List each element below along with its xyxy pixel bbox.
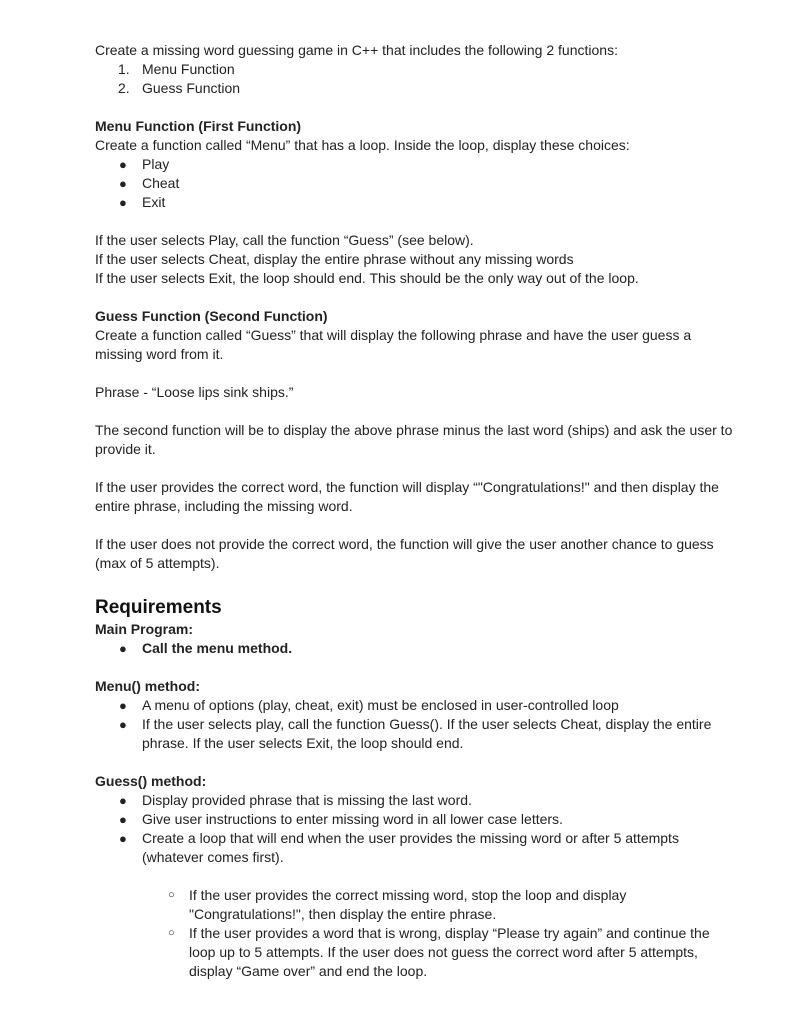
- list-item-label: Play: [142, 156, 170, 172]
- bullet-icon: ●: [119, 698, 127, 713]
- bullet-icon: ●: [119, 793, 127, 808]
- list-item-label: Display provided phrase that is missing the last word.: [142, 792, 472, 808]
- bullet-icon: ●: [119, 812, 127, 827]
- bullet-icon: ●: [119, 157, 127, 172]
- guess-method-heading: Guess() method:: [95, 773, 207, 789]
- phrase-text: Phrase - “Loose lips sink ships.”: [95, 384, 294, 400]
- guess-paragraph-3: If the user does not provide the correct word, the function will give the user another chance to guess (max of 5 attempts).: [95, 536, 714, 571]
- menu-rule-play: If the user selects Play, call the function “Guess” (see below).: [95, 232, 474, 248]
- guess-function-heading: Guess Function (Second Function): [95, 308, 328, 324]
- list-item-label: If the user selects play, call the function Guess(). If the user selects Cheat, display the entire phrase. If the user selects Exit, the loop should end.: [142, 716, 712, 751]
- circle-bullet-icon: ○: [168, 927, 175, 939]
- list-item-label: Create a loop that will end when the user provides the missing word or after 5 attempts (whatever comes first).: [142, 830, 679, 865]
- menu-function-heading: Menu Function (First Function): [95, 118, 302, 134]
- guess-method-sublist: [95, 886, 735, 981]
- list-item-label: Guess Function: [142, 80, 241, 96]
- list-item-label: Call the menu method.: [142, 640, 293, 656]
- bullet-icon: ●: [119, 176, 127, 191]
- list-item-label: Give user instructions to enter missing word in all lower case letters.: [142, 811, 563, 827]
- guess-paragraph-2: If the user provides the correct word, the function will display “"Congratulations!" and then display the entire phrase, including the missing word.: [95, 479, 719, 514]
- list-number: 2.: [118, 80, 130, 96]
- list-item: [95, 791, 735, 810]
- menu-choices-list: [95, 155, 735, 212]
- list-item-label: A menu of options (play, cheat, exit) must be enclosed in user-controlled loop: [142, 697, 619, 713]
- bullet-icon: ●: [119, 717, 127, 732]
- list-item: [95, 60, 735, 79]
- bullet-icon: ●: [119, 831, 127, 846]
- requirements-title: Requirements: [95, 597, 222, 618]
- list-item: [95, 79, 735, 98]
- list-item-label: Menu Function: [142, 61, 235, 77]
- guess-paragraph-1: The second function will be to display the above phrase minus the last word (ships) and ask the user to provide it.: [95, 422, 733, 457]
- list-item: [95, 155, 735, 174]
- list-item: [95, 696, 735, 715]
- circle-bullet-icon: ○: [168, 889, 175, 901]
- main-program-heading: Main Program:: [95, 621, 194, 637]
- list-item: [95, 193, 735, 212]
- list-number: 1.: [118, 61, 130, 77]
- menu-method-list: [95, 696, 735, 753]
- list-item: [95, 715, 735, 753]
- bullet-icon: ●: [119, 641, 127, 656]
- list-item-label: Cheat: [142, 175, 180, 191]
- menu-rule-exit: If the user selects Exit, the loop should end. This should be the only way out of the loop.: [95, 270, 639, 286]
- bullet-icon: ●: [119, 195, 127, 210]
- menu-function-text: Create a function called “Menu” that has a loop. Inside the loop, display these choices:: [95, 137, 630, 153]
- guess-method-list: [95, 791, 735, 867]
- intro-text: Create a missing word guessing game in C++ that includes the following 2 functions:: [95, 42, 618, 58]
- list-item: [95, 174, 735, 193]
- sublist-item: [95, 886, 735, 924]
- sublist-item-label: If the user provides a word that is wrong, display “Please try again” and continue the loop up to 5 attempts. If the user does not guess the correct word after 5 attempts, display “Game over” and end the loop.: [189, 925, 710, 979]
- menu-method-heading: Menu() method:: [95, 678, 200, 694]
- intro-list: [95, 60, 735, 98]
- list-item: [95, 829, 735, 867]
- list-item-label: Exit: [142, 194, 166, 210]
- sublist-item-label: If the user provides the correct missing word, stop the loop and display "Congratulations!", then display the entire phrase.: [189, 887, 627, 922]
- document-page: [95, 41, 735, 981]
- menu-rule-cheat: If the user selects Cheat, display the entire phrase without any missing words: [95, 251, 574, 267]
- guess-function-text: Create a function called “Guess” that will display the following phrase and have the user guess a missing word from it.: [95, 327, 692, 362]
- main-program-list: [95, 639, 735, 658]
- sublist-item: [95, 924, 735, 981]
- list-item: [95, 639, 735, 658]
- list-item: [95, 810, 735, 829]
